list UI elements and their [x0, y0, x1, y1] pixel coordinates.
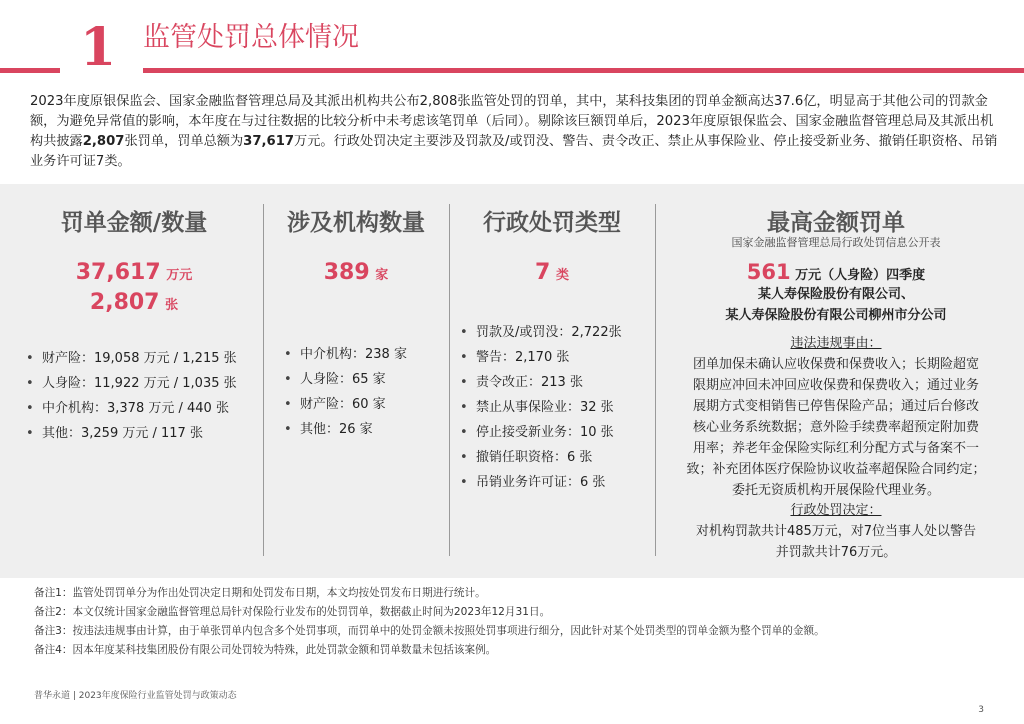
list-item: • 禁止从事保险业：32 张	[460, 395, 622, 420]
list-item: • 其他：3,259 万元 / 117 张	[26, 421, 237, 446]
intro-bold-amount: 37,617	[243, 134, 295, 149]
list-item: • 人身险：11,922 万元 / 1,035 张	[26, 371, 237, 396]
page-title: 监管处罚总体情况	[143, 22, 359, 53]
footnotes	[34, 584, 825, 660]
total-count-unit: 张	[165, 298, 179, 313]
footnote: 备注4：因本年度某科技集团股份有限公司处罚较为特殊，此处罚款金额和罚单数量未包括该案例。	[34, 644, 497, 656]
intro-text-1: 2023年度原银保监会、国家金融监督管理总局及其派出机构共公布2,808张监管处罚的罚单，其中，某科技集团的罚单金额高达37.6亿，明显高于其他公司的罚款金额，为避免异常值的影响，本年度在与过往数据的比较分析中未考虑该笔罚单（后同）。剔除该巨额罚单后，2023年度原银保监会、国家金融监督管理总局及其派出机构共披露	[30, 94, 994, 149]
list-item: • 罚款及/或罚没：2,722张	[460, 320, 622, 345]
top-case-detail	[668, 260, 1004, 563]
decision-line: 并罚款共计76万元。	[775, 545, 897, 560]
heading-penalty-types: 行政处罚类型	[483, 210, 621, 236]
heading-institutions: 涉及机构数量	[287, 210, 425, 236]
violation-reason-text	[668, 354, 1004, 501]
amount-breakdown-list	[26, 346, 237, 446]
reason-line: 用率；养老年金保险实际红利分配方式与备案不一	[692, 441, 979, 456]
penalty-type-count	[452, 260, 652, 285]
top-case-company-branch: 某人寿保险股份有限公司柳州市分公司	[725, 308, 947, 323]
total-amount-unit: 万元	[166, 268, 193, 283]
list-item: • 撤销任职资格：6 张	[460, 445, 622, 470]
column-divider	[263, 204, 264, 556]
heading-top-case: 最高金额罚单	[767, 210, 905, 236]
top-case-amount	[668, 260, 1004, 284]
section-number: 1	[80, 17, 117, 78]
top-case-company: 某人寿保险股份有限公司、	[757, 287, 914, 302]
list-item: • 其他：26 家	[284, 417, 407, 442]
reason-line: 委托无资质机构开展保险代理业务。	[731, 483, 940, 498]
list-item: • 警告：2,170 张	[460, 345, 622, 370]
intro-text-3: 万元。行政处罚决定主要涉及罚款及/或罚没、警告、责令改正、禁止从事保险业、停止接受新业务、撤销任职资格、吊销业务许可证7类。	[30, 134, 998, 169]
top-case-source: 国家金融监督管理总局行政处罚信息公开表	[731, 236, 941, 249]
footnote: 备注1：监管处罚罚单分为作出处罚决定日期和处罚发布日期，本文均按处罚发布日期进行统计。	[34, 587, 486, 599]
violation-reason-label: 违法违规事由：	[790, 336, 882, 351]
title-rule-right	[143, 68, 1024, 73]
penalty-type-value: 7	[535, 260, 551, 285]
list-item: • 中介机构：238 家	[284, 342, 407, 367]
list-item: • 财产险：60 家	[284, 392, 407, 417]
column-divider	[655, 204, 656, 556]
footer-text: 普华永道 | 2023年度保险行业监管处罚与政策动态	[34, 691, 237, 701]
institution-count	[268, 260, 444, 285]
total-amount	[24, 260, 244, 285]
reason-line: 限期应冲回未冲回应收保费和保费收入；通过业务	[692, 378, 979, 393]
list-item: • 财产险：19,058 万元 / 1,215 张	[26, 346, 237, 371]
institution-count-value: 389	[323, 260, 370, 285]
heading-amount-count: 罚单金额/数量	[60, 210, 208, 236]
list-item: • 吊销业务许可证：6 张	[460, 470, 622, 495]
decision-label: 行政处罚决定：	[790, 503, 882, 518]
reason-line: 核心业务系统数据；意外险手续费率超预定附加费	[692, 420, 979, 435]
top-case-amount-value: 561	[746, 260, 791, 284]
footnote: 备注2：本文仅统计国家金融监督管理总局针对保险行业发布的处罚罚单，数据截止时间为2023年12月31日。	[34, 606, 551, 618]
reason-line: 展期方式变相销售已停售保险产品；通过后台修改	[692, 399, 979, 414]
top-case-amount-suffix: 万元（人身险）四季度	[795, 268, 926, 283]
footnote: 备注3：按违法违规事由计算，由于单张罚单内包含多个处罚事项，而罚单中的处罚金额未按照处罚事项进行细分，因此针对某个处罚类型的罚单金额为整个罚单的金额。	[34, 625, 825, 637]
list-item: • 停止接受新业务：10 张	[460, 420, 622, 445]
column-divider	[449, 204, 450, 556]
intro-bold-count: 2,807	[82, 134, 125, 149]
title-rule-left	[0, 68, 60, 73]
list-item: • 中介机构：3,378 万元 / 440 张	[26, 396, 237, 421]
total-count	[24, 290, 244, 315]
reason-line: 致；补充团体医疗保险协议收益率超保险合同约定；	[686, 462, 986, 477]
decision-line: 对机构罚款共计485万元，对7位当事人处以警告	[695, 524, 977, 539]
intro-paragraph	[30, 92, 998, 172]
total-count-value: 2,807	[89, 290, 160, 315]
list-item: • 人身险：65 家	[284, 367, 407, 392]
institution-count-unit: 家	[375, 268, 389, 283]
reason-line: 团单加保未确认应收保费和保费收入；长期险超宽	[692, 357, 979, 372]
penalty-type-unit: 类	[555, 268, 569, 283]
total-amount-value: 37,617	[75, 260, 161, 285]
institution-breakdown-list	[284, 342, 407, 442]
page-number: 3	[978, 705, 984, 715]
penalty-type-list	[460, 320, 622, 495]
decision-text	[668, 521, 1004, 563]
list-item: • 责令改正：213 张	[460, 370, 622, 395]
intro-text-2: 张罚单，罚单总额为	[124, 134, 244, 149]
